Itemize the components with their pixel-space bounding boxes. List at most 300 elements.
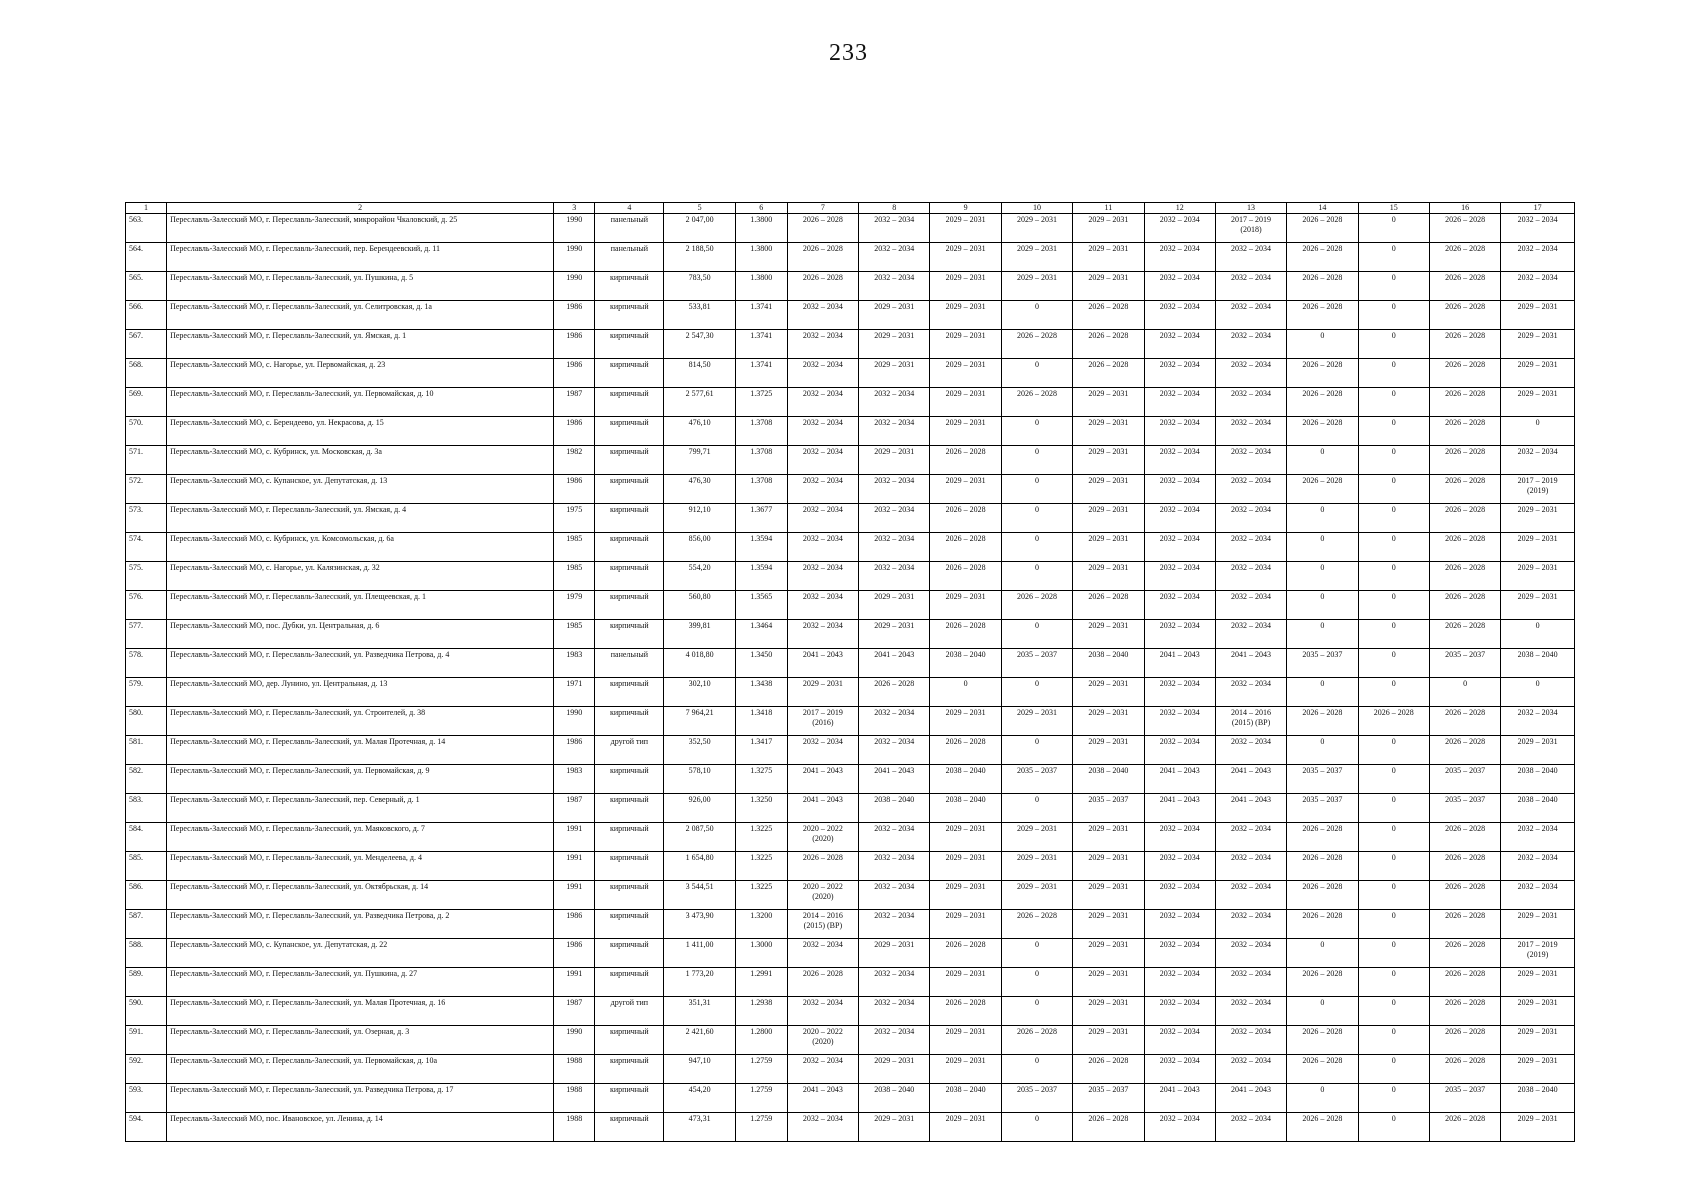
table-row	[126, 968, 1575, 997]
row-number-cell: 584.	[126, 823, 167, 852]
table-cell: 2026 – 2028	[1073, 591, 1144, 620]
table-cell: 2032 – 2034	[1144, 1026, 1215, 1055]
table-cell: 0	[1287, 591, 1358, 620]
table-cell: 2026 – 2028	[1287, 1026, 1358, 1055]
row-number-cell: 580.	[126, 707, 167, 736]
table-cell: кирпичный	[595, 417, 664, 446]
table-cell: 1991	[554, 823, 595, 852]
table-cell: 0	[930, 678, 1001, 707]
table-cell: 2029 – 2031	[1501, 533, 1575, 562]
table-cell: 0	[1358, 881, 1429, 910]
table-cell: 2029 – 2031	[1001, 272, 1072, 301]
table-cell: 2026 – 2028	[1429, 388, 1500, 417]
table-cell: 0	[1358, 533, 1429, 562]
address-cell: Переславль-Залесский МО, г. Переславль-Залесский, ул. Селитровская, д. 1а	[167, 301, 554, 330]
table-cell: 0	[1358, 678, 1429, 707]
table-cell: 0	[1001, 417, 1072, 446]
table-cell: 2032 – 2034	[787, 591, 858, 620]
table-cell: 1.3250	[735, 794, 787, 823]
table-cell: кирпичный	[595, 1055, 664, 1084]
cell-line: (2020)	[812, 834, 834, 843]
table-cell: панельный	[595, 214, 664, 243]
table-cell: 2041 – 2043	[1215, 794, 1286, 823]
table-cell: 1986	[554, 301, 595, 330]
table-cell: 2035 – 2037	[1001, 765, 1072, 794]
table-cell: 1.3464	[735, 620, 787, 649]
table-cell: 2026 – 2028	[1429, 1055, 1500, 1084]
table-cell: 2032 – 2034	[787, 475, 858, 504]
table-row	[126, 417, 1575, 446]
table-cell: 2029 – 2031	[1073, 707, 1144, 736]
table-cell: 0	[1358, 910, 1429, 939]
table-cell: 2 188,50	[664, 243, 735, 272]
table-cell: 1.3565	[735, 591, 787, 620]
table-cell: 2029 – 2031	[1073, 475, 1144, 504]
table-row	[126, 736, 1575, 765]
table-cell: 1.3725	[735, 388, 787, 417]
table-cell: 2026 – 2028	[1429, 910, 1500, 939]
table-cell: 2029 – 2031	[859, 1055, 930, 1084]
table-cell: 2032 – 2034	[1144, 968, 1215, 997]
table-cell: кирпичный	[595, 359, 664, 388]
table-cell: 2032 – 2034	[1215, 1026, 1286, 1055]
table-cell: 7 964,21	[664, 707, 735, 736]
cell-line: 2020 – 2022	[802, 824, 843, 833]
table-cell: 0	[1287, 678, 1358, 707]
table-cell: 4 018,80	[664, 649, 735, 678]
table-cell: 302,10	[664, 678, 735, 707]
table-cell: 2032 – 2034	[859, 997, 930, 1026]
cell-line: (2019)	[1526, 486, 1549, 495]
table-cell: 2029 – 2031	[930, 823, 1001, 852]
table-cell: 560,80	[664, 591, 735, 620]
table-cell: 2029 – 2031	[1073, 910, 1144, 939]
table-cell: 0	[1001, 446, 1072, 475]
table-cell: 2029 – 2031	[1073, 968, 1144, 997]
table-cell: кирпичный	[595, 1084, 664, 1113]
table-cell: 2029 – 2031	[859, 446, 930, 475]
table-cell: 2032 – 2034	[859, 417, 930, 446]
table-cell: 2026 – 2028	[1429, 591, 1500, 620]
table-cell: 2041 – 2043	[1144, 765, 1215, 794]
table-cell: 2026 – 2028	[930, 562, 1001, 591]
table-cell: 2029 – 2031	[1073, 214, 1144, 243]
table-row	[126, 272, 1575, 301]
table-cell: 1983	[554, 765, 595, 794]
table-cell: 2026 – 2028	[1429, 1113, 1500, 1142]
table-cell: 2032 – 2034	[1215, 301, 1286, 330]
table-cell: 1986	[554, 330, 595, 359]
table-cell: 0	[1358, 591, 1429, 620]
table-cell: 0	[1358, 272, 1429, 301]
table-cell: 2029 – 2031	[1501, 1055, 1575, 1084]
table-cell: 0	[1287, 620, 1358, 649]
table-cell: кирпичный	[595, 823, 664, 852]
table-cell: 2026 – 2028	[930, 997, 1001, 1026]
address-cell: Переславль-Залесский МО, г. Переславль-Залесский, ул. Маяковского, д. 7	[167, 823, 554, 852]
table-cell: 2041 – 2043	[1215, 765, 1286, 794]
table-cell: 2032 – 2034	[1215, 736, 1286, 765]
address-cell: Переславль-Залесский МО, с. Нагорье, ул. Калязинская, д. 32	[167, 562, 554, 591]
table-cell: 2032 – 2034	[1215, 968, 1286, 997]
cell-line: 2017 – 2019	[1517, 476, 1558, 485]
table-cell: 2029 – 2031	[1073, 533, 1144, 562]
row-number-cell: 567.	[126, 330, 167, 359]
table-cell: другой тип	[595, 736, 664, 765]
table-cell: 2029 – 2031	[930, 881, 1001, 910]
table-cell: 2029 – 2031	[1073, 736, 1144, 765]
column-number-cell: 6	[735, 203, 787, 214]
table-cell	[1501, 939, 1575, 968]
table-cell: 2035 – 2037	[1287, 765, 1358, 794]
row-number-cell: 570.	[126, 417, 167, 446]
table-cell: 2032 – 2034	[1144, 562, 1215, 591]
table-cell: 0	[1358, 997, 1429, 1026]
table-cell: 2026 – 2028	[1001, 1026, 1072, 1055]
table-cell: кирпичный	[595, 446, 664, 475]
table-cell: 2026 – 2028	[1429, 475, 1500, 504]
table-cell: 1987	[554, 388, 595, 417]
table-row	[126, 330, 1575, 359]
table-cell: 2035 – 2037	[1073, 1084, 1144, 1113]
column-number-cell: 12	[1144, 203, 1215, 214]
table-cell: 0	[1358, 620, 1429, 649]
table-cell: 0	[1358, 968, 1429, 997]
cell-line: 2017 – 2019	[1517, 940, 1558, 949]
table-cell: 0	[1358, 475, 1429, 504]
table-cell: 2029 – 2031	[930, 243, 1001, 272]
table-cell: 2026 – 2028	[1287, 881, 1358, 910]
table-cell: 2041 – 2043	[1144, 1084, 1215, 1113]
row-number-cell: 581.	[126, 736, 167, 765]
table-cell: 0	[1001, 997, 1072, 1026]
row-number-cell: 589.	[126, 968, 167, 997]
column-number-cell: 3	[554, 203, 595, 214]
table-row	[126, 852, 1575, 881]
table-cell: 0	[1287, 533, 1358, 562]
cell-line: 2017 – 2019	[802, 708, 843, 717]
row-number-cell: 563.	[126, 214, 167, 243]
table-cell: 2026 – 2028	[1287, 968, 1358, 997]
table-cell: 2032 – 2034	[859, 910, 930, 939]
table-cell: 1.2759	[735, 1055, 787, 1084]
table-cell: 2026 – 2028	[1429, 1026, 1500, 1055]
table-cell: 2041 – 2043	[1144, 649, 1215, 678]
table-cell: 1.3418	[735, 707, 787, 736]
table-row	[126, 910, 1575, 939]
table-cell: 1.3741	[735, 359, 787, 388]
table-cell: 1.3800	[735, 214, 787, 243]
table-cell: 2041 – 2043	[859, 649, 930, 678]
table-cell: 2026 – 2028	[1429, 446, 1500, 475]
table-cell: 2026 – 2028	[1429, 417, 1500, 446]
column-number-cell: 13	[1215, 203, 1286, 214]
column-number-cell: 2	[167, 203, 554, 214]
table-row	[126, 504, 1575, 533]
table-row	[126, 1026, 1575, 1055]
table-cell: 2032 – 2034	[1215, 388, 1286, 417]
table-cell: 1.3800	[735, 272, 787, 301]
table-cell: 2032 – 2034	[787, 388, 858, 417]
row-number-cell: 566.	[126, 301, 167, 330]
table-cell: 2029 – 2031	[859, 620, 930, 649]
table-cell: 0	[1358, 417, 1429, 446]
table-body	[126, 203, 1575, 1142]
table-cell: 2032 – 2034	[787, 533, 858, 562]
table-cell: кирпичный	[595, 939, 664, 968]
table-cell: 2032 – 2034	[1144, 852, 1215, 881]
table-cell: 2038 – 2040	[859, 794, 930, 823]
row-number-cell: 565.	[126, 272, 167, 301]
table-cell: 2032 – 2034	[1144, 359, 1215, 388]
table-cell	[1215, 707, 1286, 736]
table-cell: 2032 – 2034	[1501, 446, 1575, 475]
table-cell	[787, 910, 858, 939]
address-cell: Переславль-Залесский МО, с. Кубринск, ул. Комсомольская, д. 6а	[167, 533, 554, 562]
table-cell: 0	[1001, 620, 1072, 649]
row-number-cell: 576.	[126, 591, 167, 620]
table-cell: 1.3708	[735, 475, 787, 504]
table-cell: 2026 – 2028	[1429, 272, 1500, 301]
table-cell: 2029 – 2031	[930, 1113, 1001, 1142]
table-cell: 1990	[554, 214, 595, 243]
table-cell: 1982	[554, 446, 595, 475]
table-cell: 2032 – 2034	[787, 417, 858, 446]
table-cell: 2035 – 2037	[1287, 649, 1358, 678]
table-cell: 2032 – 2034	[1215, 417, 1286, 446]
cell-line: 2017 – 2019	[1231, 215, 1272, 224]
table-cell: 1990	[554, 272, 595, 301]
column-number-cell: 10	[1001, 203, 1072, 214]
table-cell: 0	[1001, 301, 1072, 330]
row-number-cell: 583.	[126, 794, 167, 823]
table-cell: 2041 – 2043	[859, 765, 930, 794]
table-cell: 2026 – 2028	[1073, 1113, 1144, 1142]
table-cell: 2032 – 2034	[859, 736, 930, 765]
table-row	[126, 1084, 1575, 1113]
table-cell: 1 773,20	[664, 968, 735, 997]
table-cell: 2 577,61	[664, 388, 735, 417]
table-cell: 2026 – 2028	[1429, 330, 1500, 359]
table-cell: 473,31	[664, 1113, 735, 1142]
table-cell: 1987	[554, 794, 595, 823]
table-cell: 2029 – 2031	[930, 388, 1001, 417]
table-cell: 2029 – 2031	[1073, 881, 1144, 910]
table-cell: кирпичный	[595, 330, 664, 359]
row-number-cell: 587.	[126, 910, 167, 939]
table-cell: 0	[1001, 968, 1072, 997]
table-cell: 1.3677	[735, 504, 787, 533]
table-cell: 2029 – 2031	[859, 591, 930, 620]
table-cell	[787, 881, 858, 910]
table-cell: 2029 – 2031	[1073, 823, 1144, 852]
table-cell: 2038 – 2040	[1073, 765, 1144, 794]
table-cell: 2029 – 2031	[1501, 997, 1575, 1026]
table-cell: 2032 – 2034	[1144, 330, 1215, 359]
table-cell: 0	[1358, 939, 1429, 968]
table-row	[126, 939, 1575, 968]
table-cell: 1.2759	[735, 1084, 787, 1113]
table-cell: 2 047,00	[664, 214, 735, 243]
table-cell: другой тип	[595, 997, 664, 1026]
table-row	[126, 707, 1575, 736]
table-cell: 2041 – 2043	[787, 649, 858, 678]
table-cell: 2026 – 2028	[930, 620, 1001, 649]
table-cell: 2032 – 2034	[859, 562, 930, 591]
table-cell: 2029 – 2031	[1073, 272, 1144, 301]
table-cell: кирпичный	[595, 272, 664, 301]
table-cell: 2026 – 2028	[930, 736, 1001, 765]
column-number-cell: 1	[126, 203, 167, 214]
table-cell: 2041 – 2043	[787, 765, 858, 794]
table-cell: 2029 – 2031	[1073, 446, 1144, 475]
address-cell: Переславль-Залесский МО, с. Нагорье, ул. Первомайская, д. 23	[167, 359, 554, 388]
table-cell: 2032 – 2034	[1215, 939, 1286, 968]
table-cell: 2032 – 2034	[1144, 997, 1215, 1026]
table-cell: 2026 – 2028	[1429, 707, 1500, 736]
table-cell: 2029 – 2031	[859, 359, 930, 388]
table-cell: 1975	[554, 504, 595, 533]
table-cell: кирпичный	[595, 388, 664, 417]
table-cell: 351,31	[664, 997, 735, 1026]
table-cell: 2032 – 2034	[1144, 301, 1215, 330]
table-cell: 1991	[554, 881, 595, 910]
table-cell: 2041 – 2043	[1144, 794, 1215, 823]
table-cell: 2026 – 2028	[1287, 823, 1358, 852]
table-cell: 1.3594	[735, 562, 787, 591]
table-cell: 2035 – 2037	[1429, 794, 1500, 823]
table-cell: 2032 – 2034	[859, 504, 930, 533]
table-cell: 2032 – 2034	[787, 330, 858, 359]
table-cell: 1988	[554, 1055, 595, 1084]
row-number-cell: 571.	[126, 446, 167, 475]
table-cell: 2029 – 2031	[1501, 301, 1575, 330]
table-row	[126, 301, 1575, 330]
table-cell: 2032 – 2034	[1215, 1055, 1286, 1084]
table-cell: кирпичный	[595, 881, 664, 910]
table-cell: 1.3708	[735, 446, 787, 475]
table-cell: 0	[1358, 301, 1429, 330]
table-cell: 2032 – 2034	[1144, 620, 1215, 649]
table-cell: 2032 – 2034	[859, 388, 930, 417]
table-cell: 2029 – 2031	[1501, 1113, 1575, 1142]
table-cell: 2032 – 2034	[1144, 939, 1215, 968]
table-cell: 0	[1287, 997, 1358, 1026]
table-cell: 2032 – 2034	[1144, 678, 1215, 707]
column-number-row	[126, 203, 1575, 214]
table-cell: 2041 – 2043	[787, 1084, 858, 1113]
table-cell: 1.3200	[735, 910, 787, 939]
table-cell: 2029 – 2031	[859, 939, 930, 968]
table-cell: 2032 – 2034	[1144, 417, 1215, 446]
table-cell: 2029 – 2031	[1501, 562, 1575, 591]
table-cell: 2026 – 2028	[1429, 620, 1500, 649]
column-number-cell: 7	[787, 203, 858, 214]
address-cell: Переславль-Залесский МО, г. Переславль-Залесский, микрорайон Чкаловский, д. 25	[167, 214, 554, 243]
table-cell: 1986	[554, 939, 595, 968]
table-row	[126, 765, 1575, 794]
table-cell: 1.3000	[735, 939, 787, 968]
table-cell: 2029 – 2031	[1501, 1026, 1575, 1055]
table-cell: 2041 – 2043	[1215, 649, 1286, 678]
page-number: 233	[829, 40, 868, 66]
table-cell: 2029 – 2031	[1501, 504, 1575, 533]
table-cell: 2026 – 2028	[1429, 533, 1500, 562]
table-cell: 1985	[554, 562, 595, 591]
column-number-cell: 16	[1429, 203, 1500, 214]
table-cell: 2038 – 2040	[1073, 649, 1144, 678]
table-cell: 0	[1001, 1055, 1072, 1084]
table-cell: 0	[1358, 823, 1429, 852]
table-cell: 2032 – 2034	[859, 1026, 930, 1055]
table-cell	[787, 707, 858, 736]
table-cell: 2032 – 2034	[859, 852, 930, 881]
row-number-cell: 569.	[126, 388, 167, 417]
address-cell: Переславль-Залесский МО, г. Переславль-Залесский, ул. Пушкина, д. 27	[167, 968, 554, 997]
table-cell: 2032 – 2034	[1144, 214, 1215, 243]
table-cell: 2032 – 2034	[1215, 475, 1286, 504]
table-cell: 1986	[554, 417, 595, 446]
table-cell: 2032 – 2034	[787, 997, 858, 1026]
address-cell: Переславль-Залесский МО, г. Переславль-Залесский, ул. Октябрьская, д. 14	[167, 881, 554, 910]
column-number-cell: 4	[595, 203, 664, 214]
table-cell: 2029 – 2031	[1073, 852, 1144, 881]
cell-line: (2015) (ВР)	[1231, 718, 1271, 727]
table-cell: 783,50	[664, 272, 735, 301]
table-cell: 2029 – 2031	[930, 330, 1001, 359]
table-row	[126, 243, 1575, 272]
table-cell: 1.3417	[735, 736, 787, 765]
table-cell: 2029 – 2031	[930, 272, 1001, 301]
table-cell: 2026 – 2028	[1429, 736, 1500, 765]
table-cell: 2032 – 2034	[1501, 823, 1575, 852]
table-cell: 1990	[554, 243, 595, 272]
table-row	[126, 446, 1575, 475]
table-cell: 2026 – 2028	[1001, 591, 1072, 620]
table-cell: 2032 – 2034	[859, 823, 930, 852]
table-cell: 2035 – 2037	[1073, 794, 1144, 823]
table-cell: 799,71	[664, 446, 735, 475]
table-cell: кирпичный	[595, 852, 664, 881]
table-cell: 2026 – 2028	[1073, 1055, 1144, 1084]
table-row	[126, 678, 1575, 707]
table-cell: 1988	[554, 1084, 595, 1113]
column-number-cell: 11	[1073, 203, 1144, 214]
table-row	[126, 997, 1575, 1026]
row-number-cell: 564.	[126, 243, 167, 272]
table-cell: 2032 – 2034	[859, 214, 930, 243]
table-cell: 0	[1001, 533, 1072, 562]
table-cell: 2038 – 2040	[859, 1084, 930, 1113]
table-cell: 1.3800	[735, 243, 787, 272]
table-cell: 1985	[554, 620, 595, 649]
address-cell: Переславль-Залесский МО, г. Переславль-Залесский, ул. Первомайская, д. 9	[167, 765, 554, 794]
table-cell: 2026 – 2028	[1429, 852, 1500, 881]
table-row	[126, 533, 1575, 562]
table-cell: 1979	[554, 591, 595, 620]
table-cell: кирпичный	[595, 533, 664, 562]
table-cell: 2026 – 2028	[1287, 359, 1358, 388]
table-row	[126, 881, 1575, 910]
table-row	[126, 649, 1575, 678]
table-cell: 2 547,30	[664, 330, 735, 359]
table-cell: 2026 – 2028	[1429, 301, 1500, 330]
table-cell: 1990	[554, 707, 595, 736]
table-cell: 1986	[554, 475, 595, 504]
table-row	[126, 388, 1575, 417]
address-cell: Переславль-Залесский МО, г. Переславль-Залесский, ул. Первомайская, д. 10а	[167, 1055, 554, 1084]
table-cell: 2029 – 2031	[930, 214, 1001, 243]
